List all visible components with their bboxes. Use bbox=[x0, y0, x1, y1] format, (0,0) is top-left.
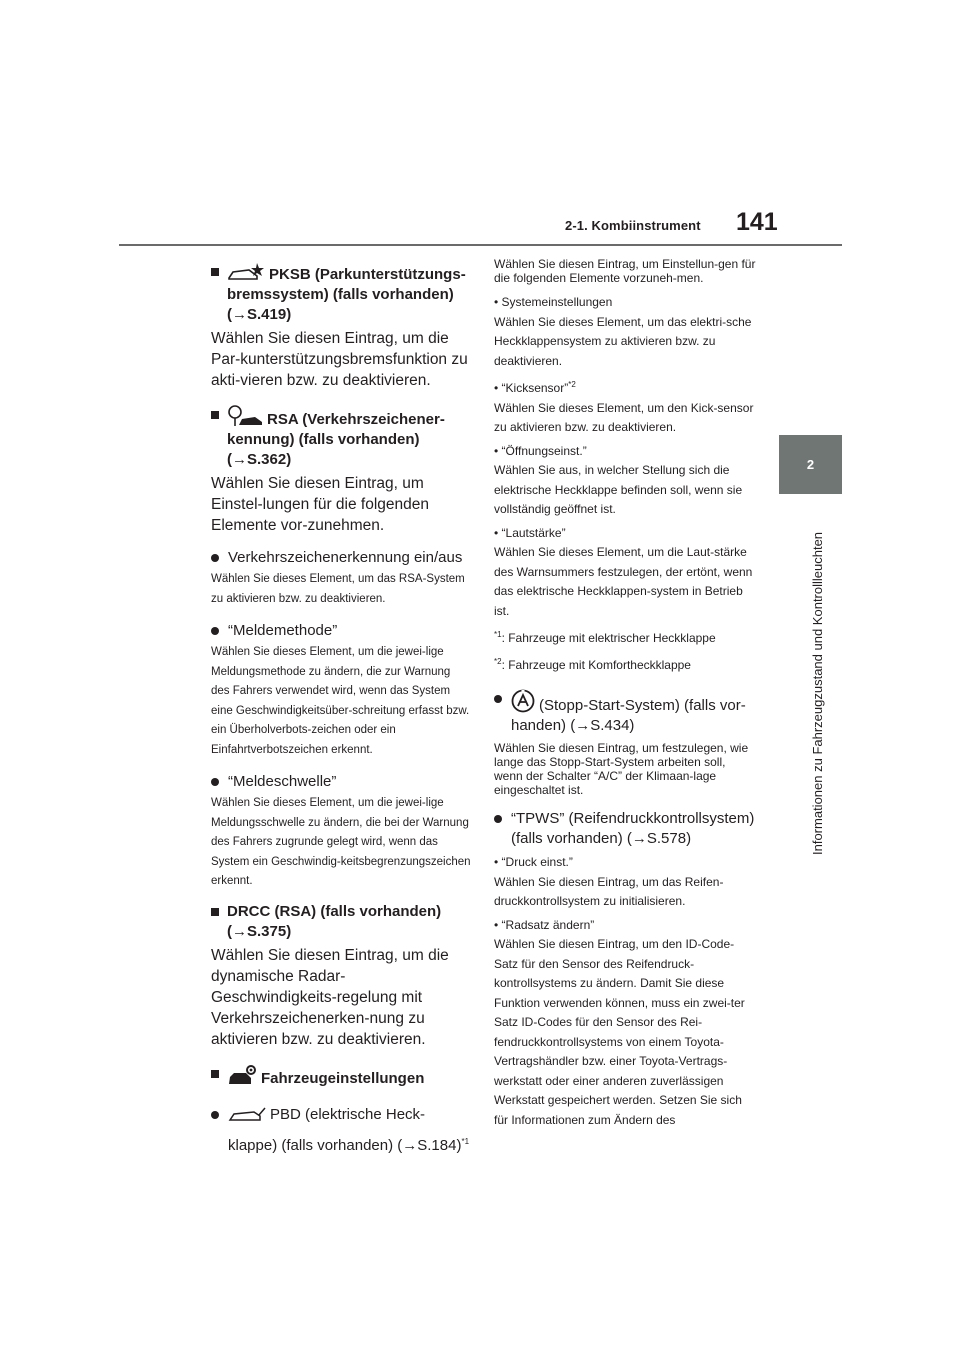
list-item-body: Wählen Sie dieses Element, um den Kick-sensor zu aktivieren bzw. zu deaktivieren. bbox=[494, 400, 754, 434]
list-item-title: • “Radsatz ändern” bbox=[494, 917, 595, 932]
list-item-title: • “Druck einst.” bbox=[494, 855, 573, 869]
list-item-title: • “Öffnungseinst.” bbox=[494, 443, 587, 458]
chapter-number: 2 bbox=[806, 457, 815, 472]
rsa-sign-icon bbox=[227, 405, 263, 427]
vehicle-settings-icon bbox=[227, 1064, 257, 1086]
list-item: PBD (elektrische Heck-klappe) (falls vorhanden) $(\to S.184)^{*1}$ bbox=[211, 1101, 471, 1159]
list-item-body: Wählen Sie dieses Element, um das RSA-System zu aktivieren bzw. zu deaktivieren. bbox=[211, 573, 465, 605]
list-item-body: Wählen Sie dieses Element, um die jewei-lige Meldungsmethode zu ändern, die zur Warnung des Fahrers verwendet wird, wenn das System eine Geschwindigkeitsüber-schreitung erfasst bzw. ein Überholverbots-zeichen oder ein Einfahrtverbotszeichen erkennt. bbox=[211, 646, 470, 756]
bullet-icon bbox=[211, 1111, 219, 1119]
header-rule bbox=[119, 244, 842, 246]
page-number: 141 bbox=[736, 208, 778, 236]
drcc-heading: DRCC (RSA) (falls vorhanden) (→S.375) bbox=[211, 902, 471, 942]
intro-text: Wählen Sie diesen Eintrag, um Einstellun-gen für die folgenden Elemente vorzuneh-men. bbox=[494, 257, 756, 285]
list-item: “TPWS” (Reifendruckkontrollsystem) (falls vorhanden) (→S.578) bbox=[494, 809, 756, 849]
list-item-title: • “Kicksensor”$^{*2}$ bbox=[494, 380, 576, 395]
list-item-body: Wählen Sie dieses Element, um das elektri-sche Heckklappensystem zu aktivieren bzw. zu deaktivieren. bbox=[494, 314, 752, 368]
list-item-body: Wählen Sie diesen Eintrag, um den ID-Code-Satz für den Sensor des Reifendruck-kontrollsystems zu ändern. Damit Sie diese Funktion verwenden können, muss ein zwei-ter Satz ID-Codes für den Sensor des Rei-fendruckkontrollsystems von einem Toyota-Vertragshändler bzw. einer Toyota-Vertrags-werkstatt oder einer anderen zuverlässigen Werkstatt gespeichert werden. Setzen Sie sich für Informationen zum Ändern des bbox=[494, 937, 745, 1127]
bullet-icon bbox=[211, 778, 219, 786]
chapter-tab bbox=[779, 435, 842, 494]
list-item-body: Wählen Sie diesen Eintrag, um das Reifen-druckkontrollsystem zu initialisieren. bbox=[494, 874, 724, 908]
stop-start-icon bbox=[511, 689, 535, 713]
chapter-title: Informationen zu Fahrzeugzustand und Kontrollleuchten bbox=[810, 531, 825, 855]
right-column bbox=[494, 257, 756, 1130]
list-item-body: Wählen Sie diesen Eintrag, um festzulegen, wie lange das Stopp-Start-System arbeiten soll, wenn der Schalter “A/C” der Klimaan-lage eingeschaltet ist. bbox=[494, 741, 749, 797]
pksb-car-icon bbox=[227, 262, 265, 282]
bullet-icon bbox=[211, 627, 219, 635]
list-item-body: Wählen Sie aus, in welcher Stellung sich die elektrische Heckklappe befinden soll, wenn sie vollständig geöffnet ist. bbox=[494, 463, 743, 516]
bullet-icon bbox=[211, 554, 219, 562]
square-bullet-icon bbox=[211, 908, 219, 916]
list-item-body: Wählen Sie dieses Element, um die jewei-lige Meldungsschwelle zu ändern, die bei der Warnung des Fahrers zugrunde gelegt wird, wenn das System ein Geschwindig-keitsbegrenzungszeichen erkennt. bbox=[211, 797, 471, 887]
tailgate-icon bbox=[228, 1106, 266, 1122]
pksb-body: Wählen Sie diesen Eintrag, um die Par-kunterstützungsbremsfunktion zu akti-vieren bzw. zu deaktivieren. bbox=[211, 330, 468, 389]
list-item: Verkehrszeichenerkennung ein/aus bbox=[211, 548, 471, 568]
footnote-2: $^{*2}$: Fahrzeuge mit Komfortheckklappe bbox=[494, 657, 691, 672]
list-item: (Stopp-Start-System) (falls vor-handen) (→S.434) bbox=[494, 689, 756, 736]
list-item: “Meldeschwelle” bbox=[211, 772, 471, 792]
drcc-body: Wählen Sie diesen Eintrag, um die dynamische Radar-Geschwindigkeits-regelung mit Verkehrszeichenerken-nung zu aktivieren bzw. zu deaktivieren. bbox=[211, 946, 449, 1048]
square-bullet-icon bbox=[211, 1070, 219, 1078]
square-bullet-icon bbox=[211, 268, 219, 276]
bullet-icon bbox=[494, 695, 502, 703]
list-item-title: • Systemeinstellungen bbox=[494, 295, 613, 309]
rsa-body: Wählen Sie diesen Eintrag, um Einstel-lungen für die folgenden Elemente vor-zunehmen. bbox=[211, 475, 430, 534]
square-bullet-icon bbox=[211, 411, 219, 419]
bullet-icon bbox=[494, 815, 502, 823]
list-item-body: Wählen Sie dieses Element, um die Laut-stärke des Warnsummers festzulegen, der ertönt, wenn das elektrische Heckklappen-system in Betrieb ist. bbox=[494, 545, 753, 618]
footnote-1: $^{*1}$: Fahrzeuge mit elektrischer Heckklappe bbox=[494, 630, 716, 645]
list-item-title: • “Lautstärke” bbox=[494, 525, 566, 540]
list-item: “Meldemethode” bbox=[211, 621, 471, 641]
section-title: 2-1. Kombiinstrument bbox=[565, 218, 701, 233]
rsa-heading: RSA (Verkehrszeichener-kennung) (falls vorhanden) (→S.362) bbox=[211, 405, 471, 470]
vehicle-settings-heading: Fahrzeugeinstellungen bbox=[211, 1064, 471, 1089]
left-column bbox=[211, 262, 471, 1159]
pksb-heading: PKSB (Parkunterstützungs-bremssystem) (falls vorhanden) (→S.419) bbox=[211, 262, 471, 325]
